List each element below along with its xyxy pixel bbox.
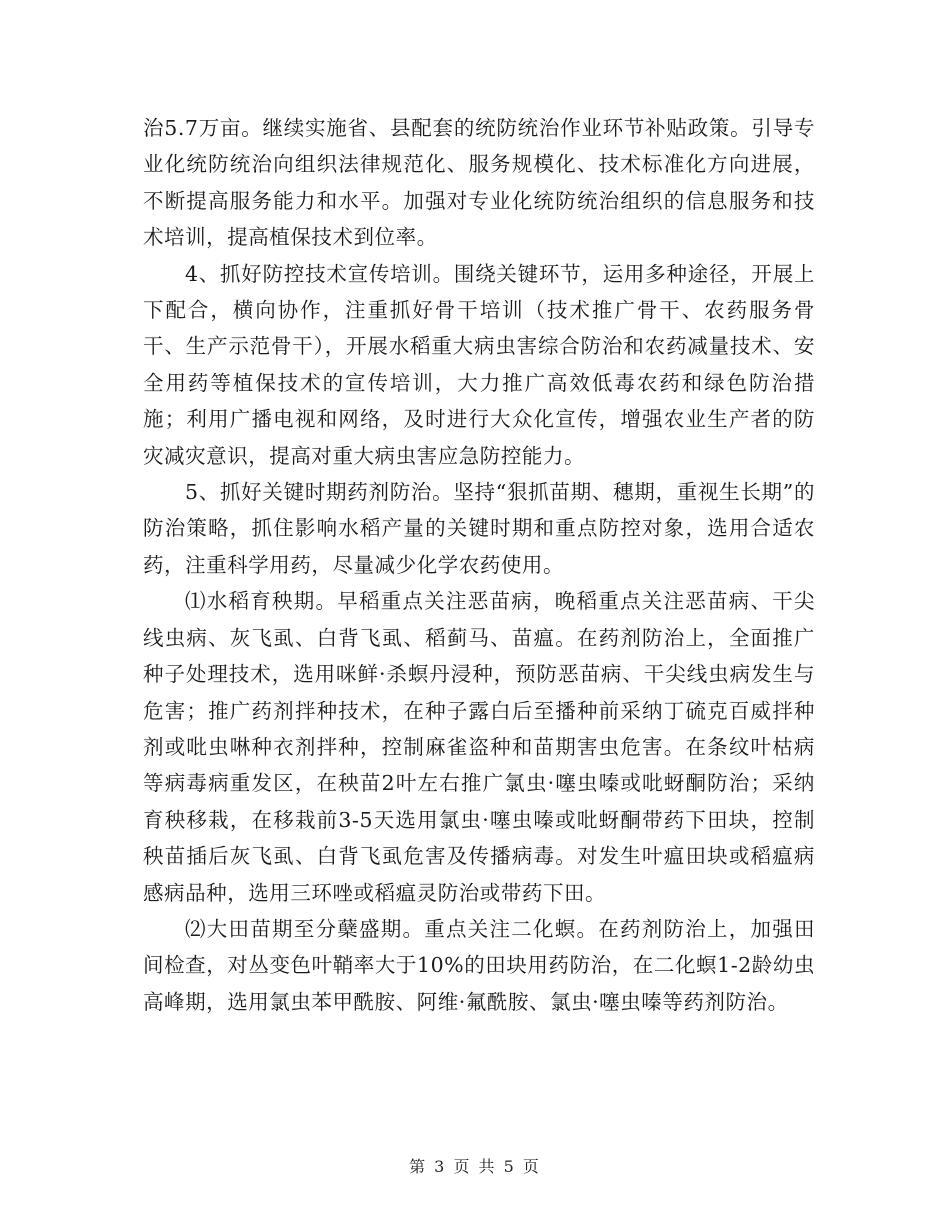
paragraph-key-period-control: 5、抓好关键时期药剂防治。坚持“狠抓苗期、穗期，重视生长期”的防治策略，抓住影响水稻产量的关键时期和重点防控对象，选用合适农药，注重科学用药，尽量减少化学农药使用。 <box>143 480 815 577</box>
paragraph-seedling-stage: ⑴水稻育秧期。早稻重点关注恶苗病，晚稻重点关注恶苗病、干尖线虫病、灰飞虱、白背飞虱、稻蓟马、苗瘟。在药剂防治上，全面推广种子处理技术，选用咪鲜·杀螟丹浸种，预防恶苗病、干尖线虫病发生与危害；推广药剂拌种技术，在种子露白后至播种前采纳丁硫克百威拌种剂或吡虫啉种衣剂拌种，控制麻雀盗种和苗期害虫危害。在条纹叶枯病等病毒病重发区，在秧苗2叶左右推广氯虫·噻虫嗪或吡蚜酮防治；采纳育秧移栽，在移栽前3-5天选用氯虫·噻虫嗪或吡蚜酮带药下田块，控制秧苗插后灰飞虱、白背飞虱危害及传播病毒。对发生叶瘟田块或稻瘟病感病品种，选用三环唑或稻瘟灵防治或带药下田。 <box>143 589 815 905</box>
paragraph-publicity-training: 4、抓好防控技术宣传培训。围绕关键环节，运用多种途径，开展上下配合，横向协作，注重抓好骨干培训（技术推广骨干、农药服务骨干、生产示范骨干），开展水稻重大病虫害综合防治和农药减量技术、安全用药等植保技术的宣传培训，大力推广高效低毒农药和绿色防治措施；利用广播电视和网络，及时进行大众化宣传，增强农业生产者的防灾减灾意识，提高对重大病虫害应急防控能力。 <box>143 261 815 468</box>
page-number-label: 第 3 页 共 5 页 <box>409 1157 541 1176</box>
document-body <box>143 110 815 1020</box>
paragraph-tillering-stage: ⑵大田苗期至分蘖盛期。重点关注二化螟。在药剂防治上，加强田间检查，对丛变色叶鞘率大于10%的田块用药防治，在二化螟1-2龄幼虫高峰期，选用氯虫苯甲酰胺、阿维·氟酰胺、氯虫·噻虫嗪等药剂防治。 <box>143 916 815 1014</box>
paragraph-continuation: 治5.7万亩。继续实施省、县配套的统防统治作业环节补贴政策。引导专业化统防统治向组织法律规范化、服务规模化、技术标准化方向进展，不断提高服务能力和水平。加强对专业化统防统治组织的信息服务和技术培训，提高植保技术到位率。 <box>143 116 815 250</box>
page-footer <box>0 1154 950 1177</box>
